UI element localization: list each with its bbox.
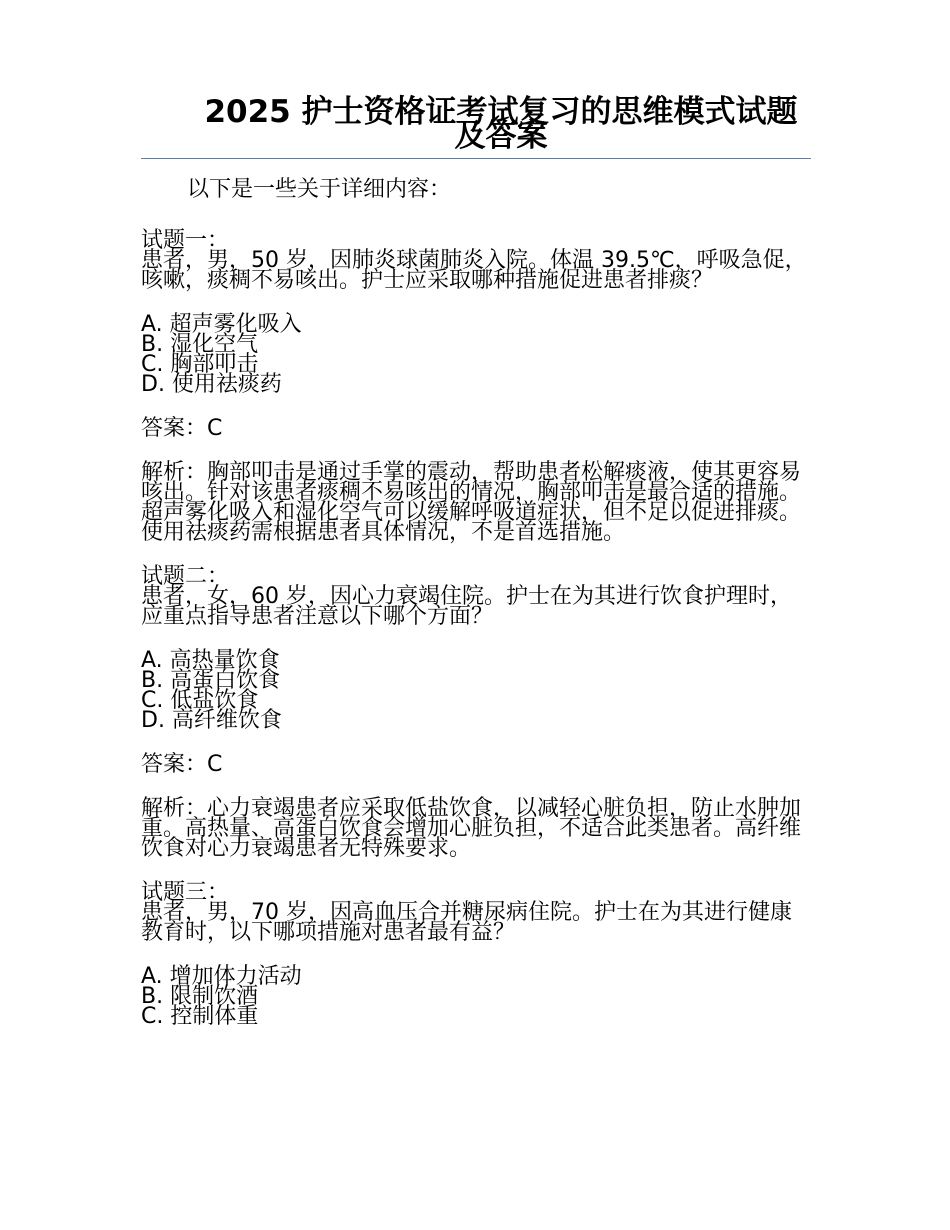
intro-text: 以下是一些关于详细内容： [187,177,452,202]
option-a: A. 高热量饮食 [141,648,280,673]
question-1 [141,228,811,567]
question-heading: 试题一： [141,228,230,253]
option-c: C. 胸部叩击 [141,352,259,377]
analysis-text: 解析：胸部叩击是通过手掌的震动，帮助患者松解痰液，使其更容易咳出。针对该患者痰稠不易咳出的情况，胸部叩击是最合适的措施。超声雾化吸入和湿化空气可以缓解呼吸道症状，但不足以促进排痰。使用祛痰药需根据患者具体情况，不是首选措施。 [141,460,802,545]
answer-text: 答案：C [141,416,223,441]
question-3 [141,880,811,1029]
option-b: B. 限制饮酒 [141,984,259,1009]
analysis-text: 解析：心力衰竭患者应采取低盐饮食，以减轻心脏负担，防止水肿加重。高热量、高蛋白饮食会增加心脏负担，不适合此类患者。高纤维饮食对心力衰竭患者无特殊要求。 [141,796,802,861]
document-title: 2025 护士资格证考试复习的思维模式试题及答案 [204,94,798,154]
question-stem: 患者，男，50 岁，因肺炎球菌肺炎入院。体温 39.5℃，呼吸急促，咳嗽，痰稠不易咳出。护士应采取哪种措施促进患者排痰？ [141,248,807,293]
option-b: B. 高蛋白饮食 [141,668,281,693]
question-heading: 试题三： [141,880,230,905]
answer-text: 答案：C [141,752,223,777]
question-stem: 患者，男，70 岁，因高血压合并糖尿病住院。护士在为其进行健康教育时，以下哪项措施对患者最有益？ [141,900,792,945]
option-d: D. 使用祛痰药 [141,372,282,397]
document-page [141,94,811,1029]
option-b: B. 湿化空气 [141,332,259,357]
option-a: A. 增加体力活动 [141,964,302,989]
option-a: A. 超声雾化吸入 [141,312,302,337]
option-c: C. 低盐饮食 [141,688,259,713]
option-d: D. 高纤维饮食 [141,708,282,733]
question-2 [141,564,811,883]
option-c: C. 控制体重 [141,1004,259,1029]
question-heading: 试题二： [141,564,230,589]
title-divider [141,158,811,159]
question-stem: 患者，女，60 岁，因心力衰竭住院。护士在为其进行饮食护理时，应重点指导患者注意以下哪个方面？ [141,584,792,629]
